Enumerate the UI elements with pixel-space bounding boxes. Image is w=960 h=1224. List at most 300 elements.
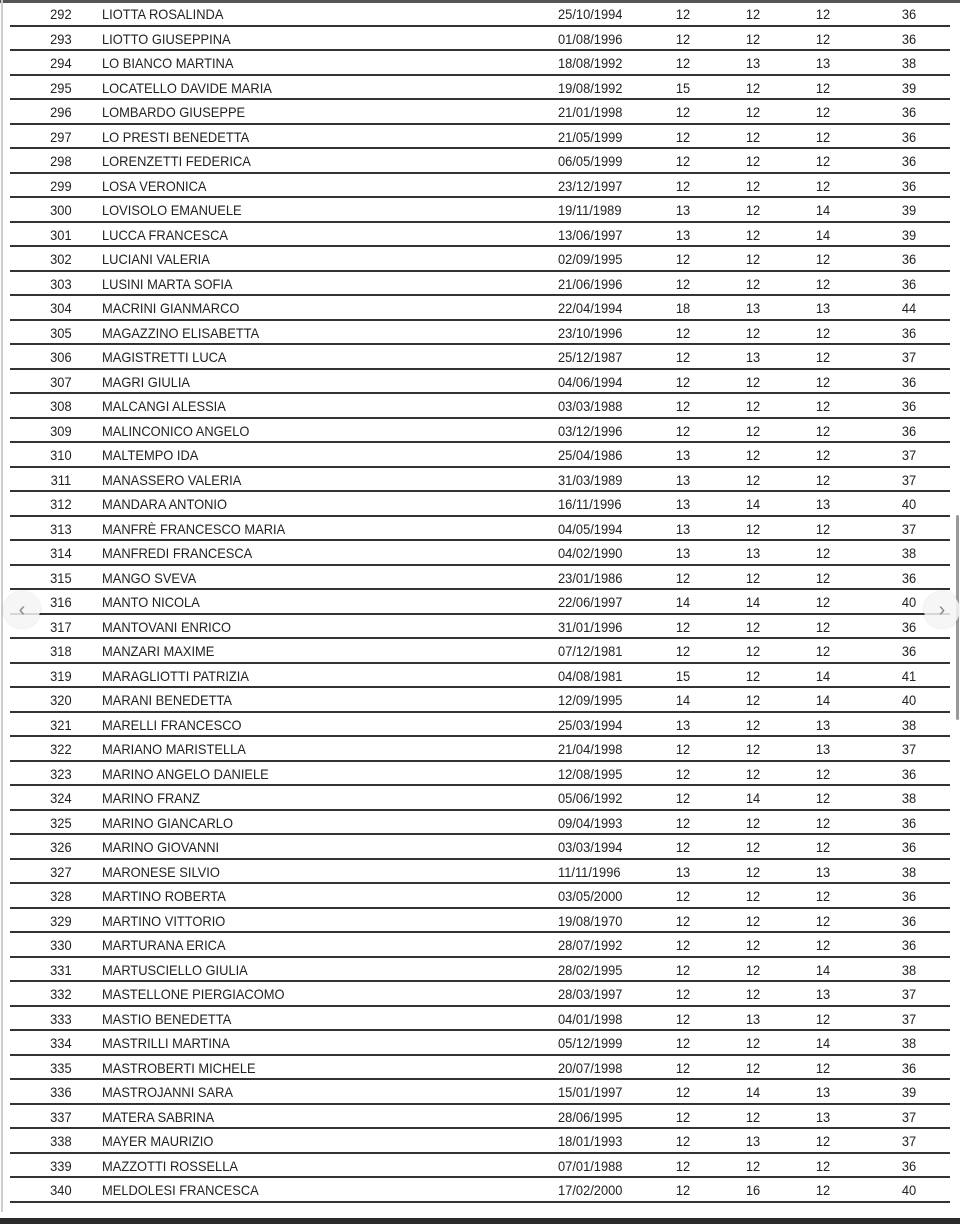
score-1: 12: [675, 986, 691, 1002]
birth-date: 23/10/1996: [558, 324, 623, 341]
score-2: 12: [745, 30, 761, 47]
table-row: [10, 517, 950, 542]
table-row: [10, 51, 950, 76]
table-row: [10, 296, 950, 321]
score-1: 13: [675, 202, 691, 218]
table-row: [10, 786, 950, 811]
candidate-name: LIOTTA ROSALINDA: [102, 6, 224, 22]
row-number: 308: [50, 398, 72, 414]
score-1: 12: [675, 398, 691, 414]
chevron-right-icon: ›: [938, 598, 946, 621]
score-1: 12: [675, 937, 691, 953]
candidate-name: MALCANGI ALESSIA: [102, 398, 226, 414]
row-number: 309: [50, 422, 72, 439]
score-3: 13: [815, 863, 831, 880]
score-3: 12: [815, 1182, 831, 1198]
row-number: 314: [50, 545, 72, 561]
candidate-name: MELDOLESI FRANCESCA: [102, 1182, 259, 1198]
row-number: 292: [50, 6, 72, 22]
score-3: 12: [815, 177, 831, 194]
candidate-name: MANDARA ANTONIO: [102, 496, 228, 512]
score-1: 12: [675, 55, 691, 71]
total-score: 37: [901, 349, 917, 365]
results-table: [10, 2, 950, 1203]
table-row: [10, 884, 950, 909]
total-score: 38: [901, 790, 917, 806]
total-score: 36: [901, 643, 917, 659]
score-1: 12: [675, 153, 691, 169]
next-page-button[interactable]: [924, 592, 960, 628]
table-row: [10, 835, 950, 860]
candidate-name: MANZARI MAXIME: [102, 643, 215, 659]
score-3: 12: [815, 1010, 831, 1027]
score-2: 13: [745, 1133, 761, 1149]
candidate-name: LO PRESTI BENEDETTA: [102, 128, 250, 145]
score-1: 15: [675, 667, 691, 684]
birth-date: 28/02/1995: [558, 961, 623, 978]
total-score: 36: [901, 128, 917, 145]
row-number: 306: [50, 349, 72, 365]
candidate-name: MARINO GIANCARLO: [102, 814, 233, 831]
birth-date: 23/01/1986: [558, 569, 623, 586]
score-2: 12: [745, 1059, 761, 1076]
score-2: 12: [745, 1157, 761, 1174]
row-number: 332: [50, 986, 72, 1002]
total-score: 37: [901, 741, 917, 757]
score-2: 12: [745, 569, 761, 586]
total-score: 40: [901, 496, 917, 512]
birth-date: 03/03/1994: [558, 839, 623, 855]
score-1: 14: [675, 692, 691, 708]
candidate-name: LUCCA FRANCESCA: [102, 226, 228, 243]
row-number: 335: [50, 1059, 72, 1076]
score-3: 12: [815, 275, 831, 292]
table-row: [10, 933, 950, 958]
table-row: [10, 370, 950, 395]
row-number: 326: [50, 839, 72, 855]
table-row: [10, 1080, 950, 1105]
candidate-name: MARTINO VITTORIO: [102, 912, 226, 929]
total-score: 38: [901, 545, 917, 561]
score-1: 12: [675, 839, 691, 855]
score-1: 13: [675, 471, 691, 488]
score-2: 12: [745, 765, 761, 782]
row-number: 336: [50, 1084, 72, 1100]
total-score: 36: [901, 177, 917, 194]
birth-date: 18/01/1993: [558, 1133, 623, 1149]
score-1: 12: [675, 790, 691, 806]
total-score: 36: [901, 6, 917, 22]
candidate-name: MANFRÈ FRANCESCO MARIA: [102, 520, 286, 537]
score-1: 12: [675, 643, 691, 659]
score-1: 13: [675, 545, 691, 561]
score-1: 12: [675, 569, 691, 586]
total-score: 36: [901, 153, 917, 169]
table-row: [10, 1129, 950, 1154]
score-3: 12: [815, 349, 831, 365]
candidate-name: MARTURANA ERICA: [102, 937, 226, 953]
table-row: [10, 2, 950, 27]
score-3: 12: [815, 545, 831, 561]
score-3: 12: [815, 79, 831, 96]
birth-date: 21/06/1996: [558, 275, 623, 292]
total-score: 44: [901, 300, 917, 316]
candidate-name: LO BIANCO MARTINA: [102, 55, 234, 71]
birth-date: 03/12/1996: [558, 422, 623, 439]
table-row: [10, 198, 950, 223]
score-1: 12: [675, 30, 691, 47]
candidate-name: MAGISTRETTI LUCA: [102, 349, 227, 365]
score-3: 14: [815, 202, 831, 218]
score-3: 12: [815, 6, 831, 22]
score-2: 12: [745, 839, 761, 855]
score-3: 14: [815, 1035, 831, 1051]
score-1: 12: [675, 1108, 691, 1125]
birth-date: 16/11/1996: [558, 496, 622, 512]
score-2: 14: [745, 790, 761, 806]
candidate-name: MAZZOTTI ROSSELLA: [102, 1157, 238, 1174]
candidate-name: MANFREDI FRANCESCA: [102, 545, 253, 561]
total-score: 37: [901, 986, 917, 1002]
score-2: 14: [745, 496, 761, 512]
total-score: 36: [901, 398, 917, 414]
row-number: 317: [50, 618, 72, 635]
candidate-name: MARONESE SILVIO: [102, 863, 220, 880]
score-1: 12: [675, 1133, 691, 1149]
score-1: 12: [675, 888, 691, 904]
candidate-name: MARELLI FRANCESCO: [102, 716, 242, 733]
score-2: 13: [745, 300, 761, 316]
birth-date: 12/09/1995: [558, 692, 623, 708]
score-2: 12: [745, 79, 761, 96]
row-number: 333: [50, 1010, 72, 1027]
birth-date: 19/08/1992: [558, 79, 623, 96]
previous-page-button[interactable]: [4, 592, 40, 628]
table-row: [10, 737, 950, 762]
total-score: 38: [901, 716, 917, 733]
score-1: 12: [675, 1157, 691, 1174]
candidate-name: MARAGLIOTTI PATRIZIA: [102, 667, 249, 684]
score-2: 12: [745, 667, 761, 684]
score-2: 12: [745, 863, 761, 880]
score-1: 12: [675, 324, 691, 341]
score-1: 12: [675, 814, 691, 831]
candidate-name: MANASSERO VALERIA: [102, 471, 242, 488]
total-score: 40: [901, 692, 917, 708]
table-row: [10, 811, 950, 836]
birth-date: 22/06/1997: [558, 594, 623, 610]
table-row: [10, 958, 950, 983]
total-score: 37: [901, 1133, 917, 1149]
row-number: 329: [50, 912, 72, 929]
score-3: 12: [815, 422, 831, 439]
row-number: 304: [50, 300, 72, 316]
candidate-name: MALTEMPO IDA: [102, 447, 199, 463]
score-3: 14: [815, 692, 831, 708]
row-number: 321: [50, 716, 72, 733]
score-2: 12: [745, 251, 761, 267]
score-3: 12: [815, 251, 831, 267]
score-1: 13: [675, 863, 691, 880]
birth-date: 01/08/1996: [558, 30, 623, 47]
birth-date: 19/11/1989: [558, 202, 622, 218]
table-row: [10, 982, 950, 1007]
score-1: 12: [675, 961, 691, 978]
table-row: [10, 174, 950, 199]
table-row: [10, 100, 950, 125]
score-3: 12: [815, 471, 831, 488]
score-3: 12: [815, 324, 831, 341]
chevron-left-icon: ‹: [18, 598, 26, 621]
birth-date: 04/02/1990: [558, 545, 623, 561]
table-row: [10, 492, 950, 517]
birth-date: 04/06/1994: [558, 373, 623, 390]
score-1: 12: [675, 1182, 691, 1198]
candidate-name: MASTELLONE PIERGIACOMO: [102, 986, 285, 1002]
score-2: 14: [745, 1084, 761, 1100]
row-number: 307: [50, 373, 72, 390]
row-number: 330: [50, 937, 72, 953]
birth-date: 13/06/1997: [558, 226, 623, 243]
table-row: [10, 76, 950, 101]
score-1: 12: [675, 349, 691, 365]
total-score: 37: [901, 447, 917, 463]
table-row: [10, 1154, 950, 1179]
candidate-name: MANTOVANI ENRICO: [102, 618, 232, 635]
total-score: 36: [901, 373, 917, 390]
score-3: 13: [815, 741, 831, 757]
score-3: 12: [815, 398, 831, 414]
row-number: 319: [50, 667, 72, 684]
birth-date: 21/04/1998: [558, 741, 623, 757]
table-row: [10, 1105, 950, 1130]
score-3: 12: [815, 643, 831, 659]
total-score: 37: [901, 471, 917, 488]
birth-date: 05/12/1999: [558, 1035, 623, 1051]
score-1: 13: [675, 716, 691, 733]
candidate-name: MANTO NICOLA: [102, 594, 200, 610]
row-number: 322: [50, 741, 72, 757]
total-score: 36: [901, 1157, 917, 1174]
total-score: 39: [901, 1084, 917, 1100]
row-number: 313: [50, 520, 72, 537]
table-row: [10, 1007, 950, 1032]
score-3: 12: [815, 569, 831, 586]
row-number: 295: [50, 79, 72, 96]
score-3: 13: [815, 716, 831, 733]
table-row: [10, 125, 950, 150]
score-2: 12: [745, 1035, 761, 1051]
birth-date: 18/08/1992: [558, 55, 623, 71]
candidate-name: LORENZETTI FEDERICA: [102, 153, 251, 169]
total-score: 36: [901, 937, 917, 953]
total-score: 39: [901, 79, 917, 96]
row-number: 310: [50, 447, 72, 463]
score-1: 12: [675, 251, 691, 267]
total-score: 36: [901, 251, 917, 267]
score-1: 12: [675, 1084, 691, 1100]
candidate-name: LOCATELLO DAVIDE MARIA: [102, 79, 272, 96]
birth-date: 21/01/1998: [558, 104, 623, 120]
row-number: 337: [50, 1108, 72, 1125]
score-1: 12: [675, 741, 691, 757]
score-3: 13: [815, 300, 831, 316]
score-1: 12: [675, 618, 691, 635]
birth-date: 25/03/1994: [558, 716, 623, 733]
birth-date: 04/01/1998: [558, 1010, 623, 1027]
row-number: 318: [50, 643, 72, 659]
birth-date: 23/12/1997: [558, 177, 623, 194]
total-score: 36: [901, 1059, 917, 1076]
birth-date: 25/12/1987: [558, 349, 623, 365]
score-2: 12: [745, 741, 761, 757]
candidate-name: LOMBARDO GIUSEPPE: [102, 104, 246, 120]
score-2: 14: [745, 594, 761, 610]
total-score: 36: [901, 888, 917, 904]
birth-date: 03/05/2000: [558, 888, 623, 904]
candidate-name: MASTROJANNI SARA: [102, 1084, 233, 1100]
score-1: 12: [675, 1059, 691, 1076]
score-2: 12: [745, 1108, 761, 1125]
row-number: 340: [50, 1182, 72, 1198]
score-2: 12: [745, 153, 761, 169]
score-2: 12: [745, 716, 761, 733]
score-3: 13: [815, 1084, 831, 1100]
row-number: 312: [50, 496, 72, 512]
total-score: 36: [901, 104, 917, 120]
score-3: 12: [815, 1059, 831, 1076]
birth-date: 19/08/1970: [558, 912, 623, 929]
total-score: 37: [901, 1010, 917, 1027]
row-number: 339: [50, 1157, 72, 1174]
total-score: 37: [901, 1108, 917, 1125]
score-1: 12: [675, 1035, 691, 1051]
score-1: 12: [675, 765, 691, 782]
score-3: 12: [815, 373, 831, 390]
score-2: 12: [745, 937, 761, 953]
score-3: 12: [815, 447, 831, 463]
total-score: 38: [901, 1035, 917, 1051]
candidate-name: MARINO GIOVANNI: [102, 839, 220, 855]
candidate-name: LUCIANI VALERIA: [102, 251, 210, 267]
score-2: 12: [745, 128, 761, 145]
score-1: 12: [675, 6, 691, 22]
row-number: 311: [50, 471, 72, 488]
row-number: 302: [50, 251, 72, 267]
score-3: 13: [815, 986, 831, 1002]
row-number: 296: [50, 104, 72, 120]
row-number: 325: [50, 814, 72, 831]
candidate-name: MARIANO MARISTELLA: [102, 741, 246, 757]
birth-date: 04/05/1994: [558, 520, 623, 537]
candidate-name: MAYER MAURIZIO: [102, 1133, 214, 1149]
score-3: 12: [815, 1133, 831, 1149]
score-2: 12: [745, 986, 761, 1002]
score-1: 13: [675, 520, 691, 537]
page-left-edge: [1, 0, 3, 1212]
score-3: 13: [815, 1108, 831, 1125]
score-1: 12: [675, 1010, 691, 1027]
table-row: [10, 713, 950, 738]
score-3: 12: [815, 839, 831, 855]
birth-date: 25/04/1986: [558, 447, 623, 463]
score-3: 12: [815, 104, 831, 120]
score-2: 12: [745, 520, 761, 537]
birth-date: 05/06/1992: [558, 790, 623, 806]
table-row: [10, 223, 950, 248]
score-2: 13: [745, 1010, 761, 1027]
candidate-name: MAGRI GIULIA: [102, 373, 191, 390]
score-1: 18: [675, 300, 691, 316]
table-row: [10, 468, 950, 493]
total-score: 36: [901, 275, 917, 292]
score-2: 12: [745, 373, 761, 390]
birth-date: 15/01/1997: [558, 1084, 623, 1100]
row-number: 328: [50, 888, 72, 904]
table-row: [10, 762, 950, 787]
candidate-name: MASTIO BENEDETTA: [102, 1010, 232, 1027]
score-2: 12: [745, 398, 761, 414]
total-score: 39: [901, 202, 917, 218]
row-number: 338: [50, 1133, 72, 1149]
score-2: 12: [745, 226, 761, 243]
birth-date: 28/06/1995: [558, 1108, 623, 1125]
score-3: 12: [815, 128, 831, 145]
table-row: [10, 688, 950, 713]
table-row: [10, 419, 950, 444]
table-row: [10, 639, 950, 664]
score-3: 13: [815, 496, 831, 512]
total-score: 41: [901, 667, 917, 684]
candidate-name: LOVISOLO EMANUELE: [102, 202, 242, 218]
score-2: 12: [745, 471, 761, 488]
row-number: 316: [50, 594, 72, 610]
table-row: [10, 590, 950, 615]
score-1: 14: [675, 594, 691, 610]
score-3: 12: [815, 153, 831, 169]
table-row: [10, 1178, 950, 1203]
candidate-name: MARINO FRANZ: [102, 790, 201, 806]
table-row: [10, 909, 950, 934]
row-number: 293: [50, 30, 72, 47]
total-score: 40: [901, 1182, 917, 1198]
score-2: 12: [745, 104, 761, 120]
row-number: 297: [50, 128, 72, 145]
bottom-bar: [0, 1218, 960, 1224]
total-score: 40: [901, 594, 917, 610]
row-number: 315: [50, 569, 72, 586]
score-1: 12: [675, 128, 691, 145]
score-3: 14: [815, 961, 831, 978]
score-1: 12: [675, 104, 691, 120]
score-2: 12: [745, 961, 761, 978]
candidate-name: MARTINO ROBERTA: [102, 888, 226, 904]
score-1: 12: [675, 177, 691, 194]
table-row: [10, 149, 950, 174]
score-3: 12: [815, 937, 831, 953]
table-row: [10, 664, 950, 689]
table-row: [10, 443, 950, 468]
row-number: 323: [50, 765, 72, 782]
total-score: 37: [901, 520, 917, 537]
birth-date: 21/05/1999: [558, 128, 623, 145]
score-3: 12: [815, 30, 831, 47]
score-1: 13: [675, 226, 691, 243]
score-2: 12: [745, 814, 761, 831]
score-2: 12: [745, 692, 761, 708]
score-1: 12: [675, 422, 691, 439]
score-3: 12: [815, 765, 831, 782]
